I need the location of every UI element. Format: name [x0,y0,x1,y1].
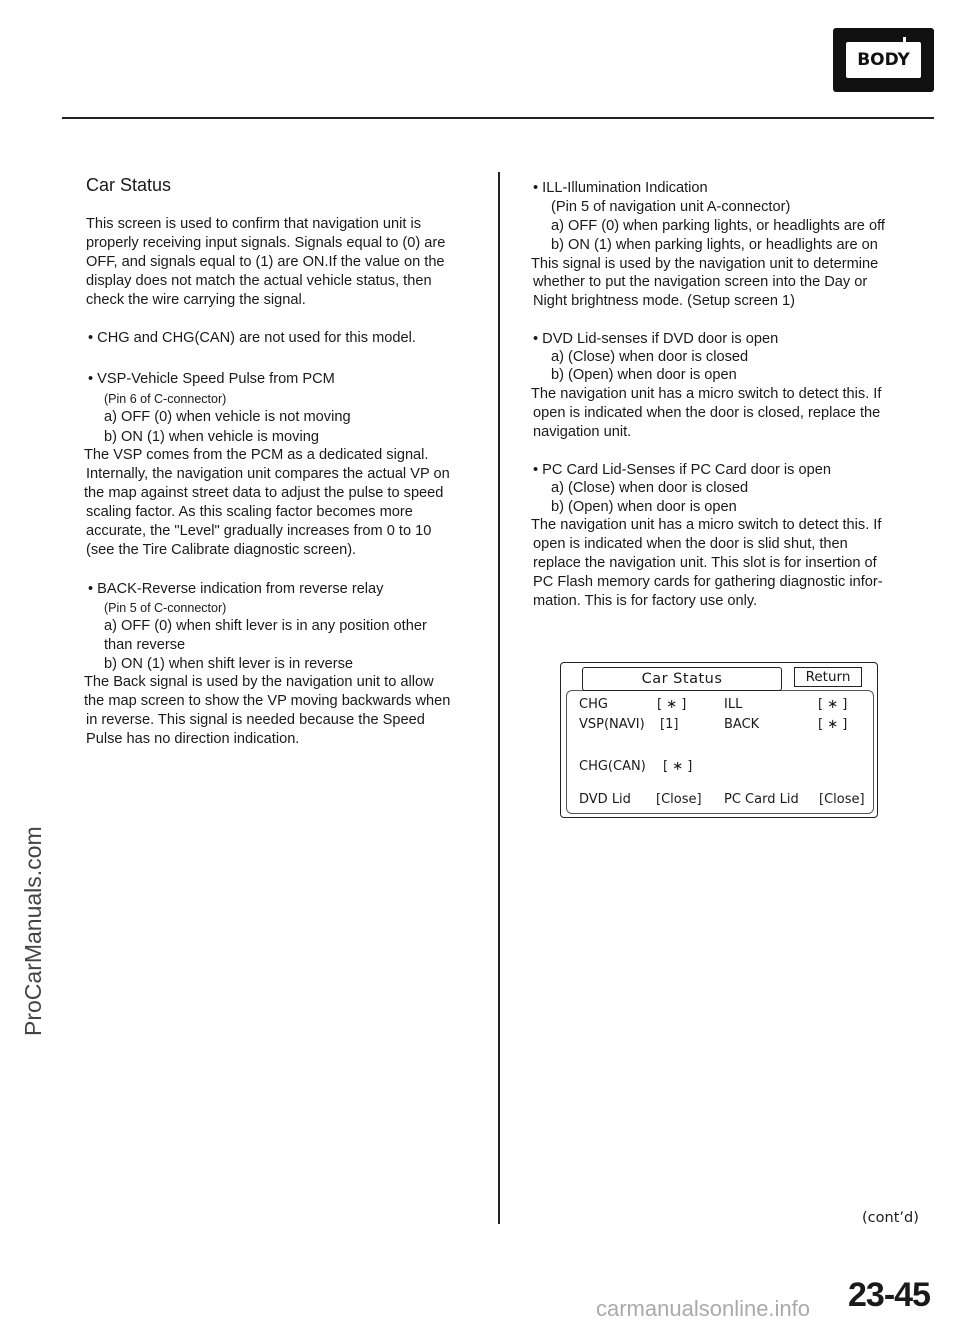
ill-text: whether to put the navigation screen into the Day or [533,274,868,290]
vsp-text: scaling factor. As this scaling factor becomes more [86,504,413,520]
screen-label-chgcan: CHG(CAN) [579,759,646,774]
screen-value-ill: [ ∗ ] [818,697,848,712]
dvd-close: a) (Close) when door is closed [551,349,749,365]
ill-off: a) OFF (0) when parking lights, or headlights are off [551,218,885,234]
column-divider [498,172,500,1224]
return-button[interactable]: Return [794,667,862,687]
page-number: 23-45 [848,1276,930,1314]
dvd-open: b) (Open) when door is open [551,367,737,383]
vsp-bullet: • VSP-Vehicle Speed Pulse from PCM [88,371,335,387]
pc-bullet: • PC Card Lid-Senses if PC Card door is open [533,462,831,478]
vsp-text: The VSP comes from the PCM as a dedicated signal. [84,447,429,463]
ill-bullet: • ILL-Illumination Indication [533,180,708,196]
screen-title: Car Status [582,667,782,691]
screen-value-back: [ ∗ ] [818,717,848,732]
pc-text: mation. This is for factory use only. [533,593,758,609]
back-text: the map screen to show the VP moving backwards when [84,693,451,709]
back-on: b) ON (1) when shift lever is in reverse [104,656,353,672]
screen-value-dvd: [Close] [656,792,702,807]
screen-value-vsp: [1] [660,717,679,732]
header-rule [62,117,934,119]
intro-line: OFF, and signals equal to (1) are ON.If the value on the [86,254,445,270]
vsp-text: the map against street data to adjust the pulse to speed [84,485,444,501]
screen-value-chgcan: [ ∗ ] [663,759,693,774]
back-off: a) OFF (0) when shift lever is in any position other [104,618,427,634]
badge-label: BODY [857,50,910,70]
ill-on: b) ON (1) when parking lights, or headlights are on [551,237,878,253]
ill-pin: (Pin 5 of navigation unit A-connector) [551,199,791,215]
intro-line: check the wire carrying the signal. [86,292,306,308]
intro-line: display does not match the actual vehicle status, then [86,273,432,289]
vsp-on: b) ON (1) when vehicle is moving [104,429,319,445]
screen-label-pccard: PC Card Lid [724,792,799,807]
back-text: The Back signal is used by the navigation unit to allow [84,674,434,690]
body-section-badge [833,28,934,92]
minus-icon [855,36,869,39]
dvd-text: open is indicated when the door is closed, replace the [533,405,881,421]
back-pin: (Pin 5 of C-connector) [104,601,227,615]
side-watermark: ProCarManuals.com [20,826,46,1036]
screen-value-chg: [ ∗ ] [657,697,687,712]
chg-bullet: • CHG and CHG(CAN) are not used for this model. [88,330,416,346]
back-bullet: • BACK-Reverse indication from reverse relay [88,581,384,597]
screen-label-dvd: DVD Lid [579,792,631,807]
pc-text: PC Flash memory cards for gathering diagnostic infor- [533,574,883,590]
section-heading: Car Status [86,175,172,195]
vsp-pin: (Pin 6 of C-connector) [104,392,227,406]
screen-label-back: BACK [724,717,760,732]
pc-text: The navigation unit has a micro switch to detect this. If [531,517,882,533]
screen-value-pccard: [Close] [819,792,865,807]
dvd-bullet: • DVD Lid-senses if DVD door is open [533,331,779,347]
dvd-text: The navigation unit has a micro switch to detect this. If [531,386,882,402]
back-text: in reverse. This signal is needed because the Speed [86,712,425,728]
pc-text: open is indicated when the door is slid shut, then [533,536,848,552]
back-text: Pulse has no direction indication. [86,731,300,747]
screen-label-ill: ILL [724,697,743,712]
vsp-text: Internally, the navigation unit compares the actual VP on [86,466,450,482]
continued-label: (cont’d) [862,1210,919,1226]
vsp-text: (see the Tire Calibrate diagnostic screen). [86,542,357,558]
screen-label-vsp: VSP(NAVI) [579,717,645,732]
intro-line: This screen is used to confirm that navigation unit is [86,216,422,232]
pc-close: a) (Close) when door is closed [551,480,749,496]
ill-text: Night brightness mode. (Setup screen 1) [533,293,796,309]
vsp-text: accurate, the "Level" gradually increases from 0 to 10 [86,523,432,539]
back-off-cont: than reverse [104,637,186,653]
pc-open: b) (Open) when door is open [551,499,737,515]
dvd-text: navigation unit. [533,424,632,440]
ill-text: This signal is used by the navigation unit to determine [531,256,879,272]
intro-line: properly receiving input signals. Signals equal to (0) are [86,235,446,251]
footer-watermark: carmanualsonline.info [596,1296,811,1321]
pc-text: replace the navigation unit. This slot is for insertion of [533,555,877,571]
vsp-off: a) OFF (0) when vehicle is not moving [104,409,351,425]
screen-label-chg: CHG [579,697,608,712]
